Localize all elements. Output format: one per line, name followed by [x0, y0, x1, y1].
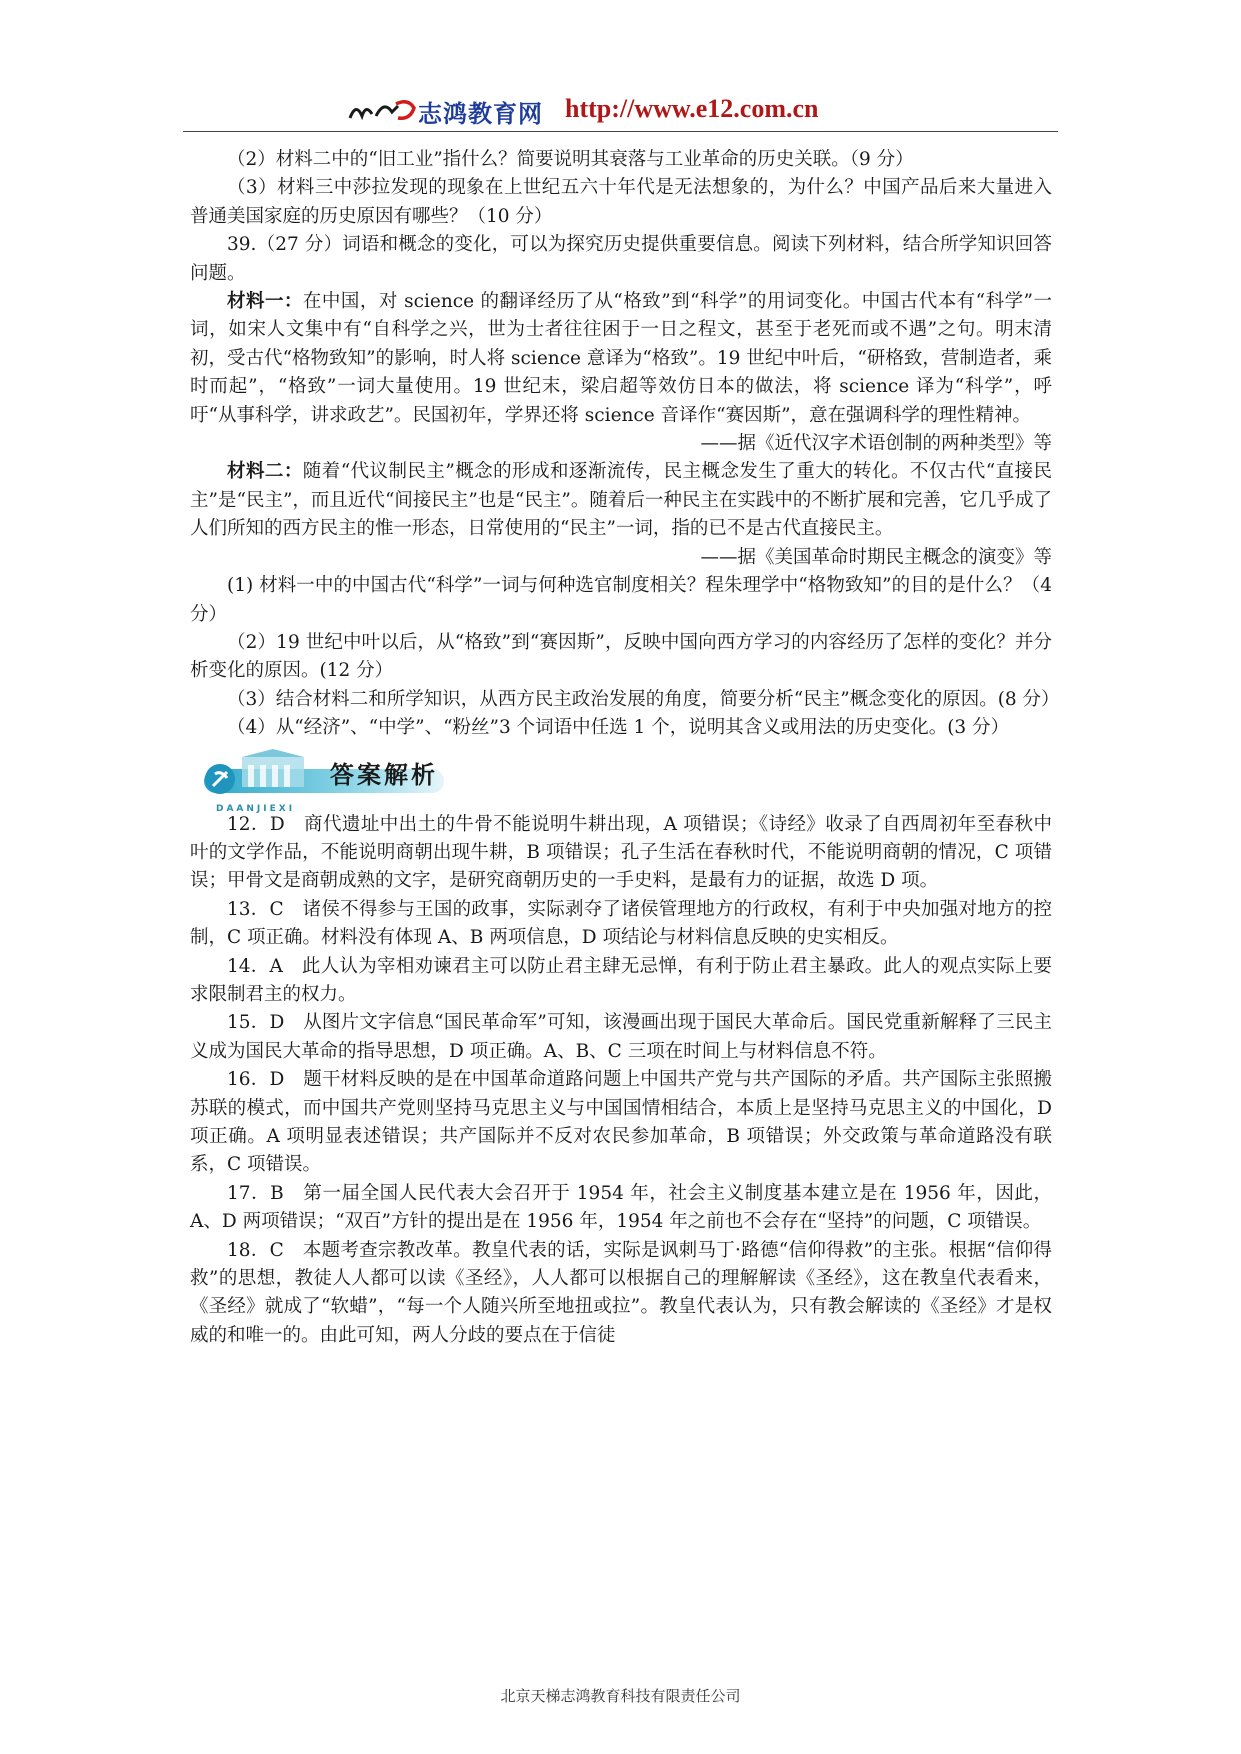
answer-16: 16．D 题干材料反映的是在中国革命道路问题上中国共产党与共产国际的矛盾。共产国际主张照搬苏联的模式，而中国共产党则坚持马克思主义与中国国情相结合，本质上是坚持马克思主义的中国化，D 项正确。A 项明显表述错误；共产国际并不反对农民参加革命，B 项错误；外交政策与革命道路没有联系，C 项错误。 — [190, 1069, 1052, 1176]
material-2-source: ——据《美国革命时期民主概念的演变》等 — [700, 546, 1052, 568]
page-footer: 北京天梯志鸿教育科技有限责任公司 — [500, 1687, 741, 1705]
material-1-label: 材料一： — [227, 291, 303, 313]
zhihong-logo-icon — [348, 98, 420, 124]
document-body — [190, 146, 1060, 1350]
answers-banner-title: 答案解析 — [330, 760, 438, 789]
answer-12: 12．D 商代遗址中出土的牛骨不能说明牛耕出现，A 项错误；《诗经》收录了自西周初年至春秋中叶的文学作品，不能说明商朝出现牛耕，B 项错误；孔子生活在春秋时代，不能说明商朝的情况，C 项错误；甲骨文是商朝成熟的文字，是研究商朝历史的一手史料，是最有力的证据，故选 D 项。 — [190, 813, 1052, 892]
material-2 — [190, 458, 1052, 543]
material-2-text: 随着“代议制民主”概念的形成和逐渐流传，民主概念发生了重大的转化。不仅古代“直接民主”是“民主”，而且近代“间接民主”也是“民主”。随着后一种民主在实践中的不断扩展和完善，它几乎成了人们所知的西方民主的惟一形态，日常使用的“民主”一词，指的已不是古代直接民主。 — [190, 461, 1052, 540]
question-39-intro: 39.（27 分）词语和概念的变化，可以为探究历史提供重要信息。阅读下列材料，结合所学知识回答问题。 — [190, 234, 1052, 284]
material-1-source: ——据《近代汉字术语创制的两种类型》等 — [700, 433, 1052, 455]
answers-banner — [190, 749, 1052, 814]
sub-question-1: (1) 材料一中的中国古代“科学”一词与何种选官制度相关？程朱理学中“格物致知”的目的是什么？（4 分） — [190, 575, 1052, 625]
page-header — [183, 86, 1058, 132]
material-2-label: 材料二： — [227, 461, 303, 483]
question-38-2: （2）材料二中的“旧工业”指什么？简要说明其衰落与工业革命的历史关联。（9 分） — [227, 149, 914, 170]
answer-17: 17．B 第一届全国人民代表大会召开于 1954 年，社会主义制度基本建立是在 1956 年，因此，A、D 两项错误；“双百”方针的提出是在 1956 年，1954 年之前也不会存在“坚持”的问题，C 项错误。 — [190, 1182, 1052, 1233]
answer-14: 14．A 此人认为宰相劝谏君主可以防止君主肆无忌惮，有利于防止君主暴政。此人的观点实际上要求限制君主的权力。 — [190, 955, 1052, 1005]
answer-13: 13．C 诸侯不得参与王国的政事，实际剥夺了诸侯管理地方的行政权，有利于中央加强对地方的控制，C 项正确。材料没有体现 A、B 两项信息，D 项结论与材料信息反映的史实相反。 — [190, 898, 1052, 949]
material-1 — [190, 288, 1052, 430]
question-38-3: （3）材料三中莎拉发现的现象在上世纪五六十年代是无法想象的，为什么？中国产品后来大量进入普通美国家庭的历史原因有哪些？（10 分） — [190, 177, 1052, 227]
brand-name: 志鸿教育网 — [418, 100, 543, 128]
material-1-text: 在中国，对 science 的翻译经历了从“格致”到“科学”的用词变化。中国古代本有“科学”一词，如宋人文集中有“自科学之兴，世为士者往往困于一日之程文，甚至于老死而或不遇”之句。明末清初，受古代“格物致知”的影响，时人将 science 意译为“格致”。19 世纪中叶后，“研格致，营制造者，乘时而起”，“格致”一词大量使用。19 世纪末，梁启超等效仿日本的做法，将 science 译为“科学”，呼吁“从事科学，讲求政艺”。民国初年，学界还将 science 音译作“赛因斯”，意在强调科学的理性精神。 — [190, 291, 1052, 426]
header-divider — [183, 131, 1058, 132]
site-url-link[interactable]: http://www.e12.com.cn — [565, 94, 819, 123]
answer-18: 18．C 本题考查宗教改革。教皇代表的话，实际是讽刺马丁·路德“信仰得救”的主张。根据“信仰得救”的思想，教徒人人都可以读《圣经》，人人都可以根据自己的理解解读《圣经》，这在教皇代表看来，《圣经》就成了“软蜡”，“每一个人随兴所至地扭或拉”。教皇代表认为，只有教会解读的《圣经》才是权威的和唯一的。由此可知，两人分歧的要点在于信徒 — [190, 1239, 1052, 1346]
sub-question-3: （3）结合材料二和所学知识，从西方民主政治发展的角度，简要分析“民主”概念变化的原因。(8 分） — [227, 688, 1060, 710]
answer-15: 15．D 从图片文字信息“国民革命军”可知，该漫画出现于国民大革命后。国民党重新解释了三民主义成为国民大革命的指导思想，D 项正确。A、B、C 三项在时间上与材料信息不符。 — [190, 1012, 1052, 1062]
answers-banner-subtitle: DAANJIEXI — [216, 803, 296, 814]
sub-question-2: （2）19 世纪中叶以后，从“格致”到“赛因斯”，反映中国向西方学习的内容经历了怎样的变化？并分析变化的原因。(12 分） — [190, 631, 1052, 682]
sub-question-4: （4）从“经济”、“中学”、“粉丝”3 个词语中任选 1 个，说明其含义或用法的历史变化。(3 分） — [227, 717, 1010, 739]
